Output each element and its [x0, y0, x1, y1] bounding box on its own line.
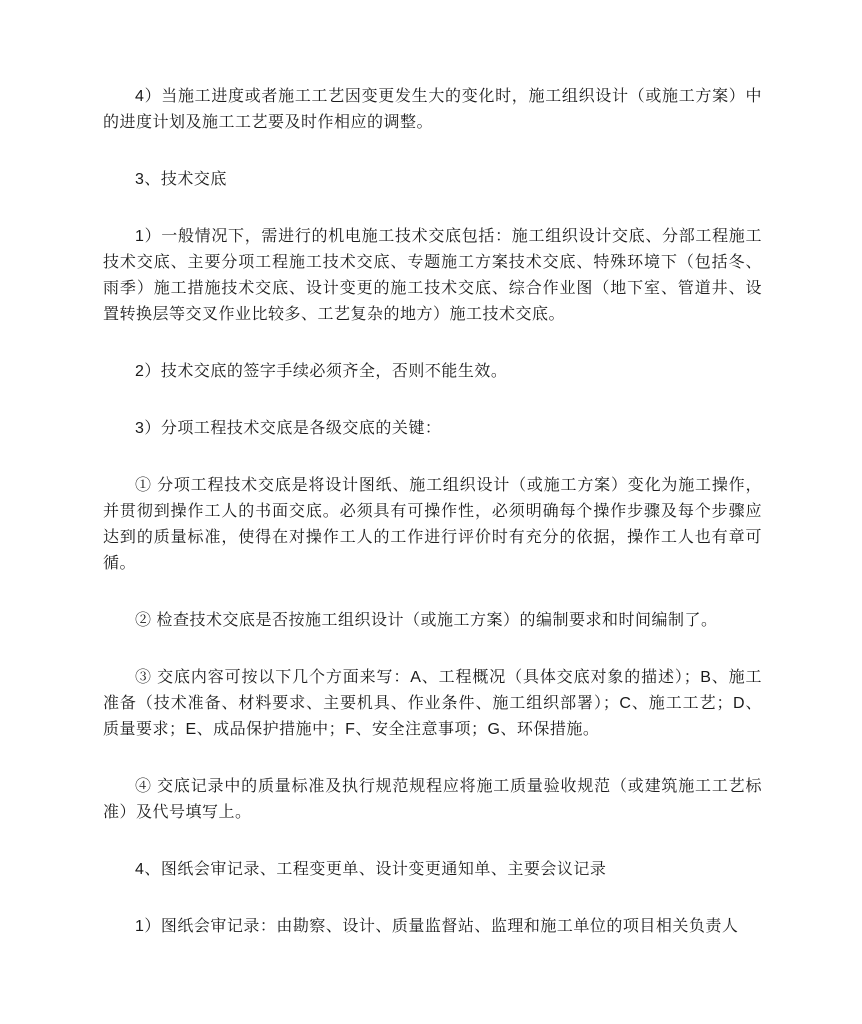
paragraph-3-subitem-disclosure-key: 3）分项工程技术交底是各级交底的关键： — [135, 420, 442, 437]
paragraph-1-disclosure-scope: 1）一般情况下，需进行的机电施工技术交底包括：施工组织设计交底、分部工程施工技术交底、主要分项工程施工技术交底、专题施工方案技术交底、特殊环境下（包括冬、雨季）施工措施技术交底、设计变更的施工技术交底、综合作业图（地下室、管道井、设置转换层等交叉作业比较多、工艺复杂的地方）施工技术交底。 — [103, 228, 762, 323]
paragraph-item-4-quality-standards: ④ 交底记录中的质量标准及执行规范规程应将施工质量验收规范（或建筑施工工艺标准）及代号填写上。 — [103, 778, 762, 821]
paragraph-2-signature-requirement: 2）技术交底的签字手续必须齐全，否则不能生效。 — [135, 363, 508, 380]
paragraph-4-schedule-adjustment: 4）当施工进度或者施工工艺因变更发生大的变化时，施工组织设计（或施工方案）中的进度计划及施工工艺要及时作相应的调整。 — [103, 88, 762, 131]
paragraph-item-1-operability: ① 分项工程技术交底是将设计图纸、施工组织设计（或施工方案）变化为施工操作，并贯彻到操作工人的书面交底。必须具有可操作性，必须明确每个操作步骤及每个步骤应达到的质量标准，使得在对操作工人的工作进行评价时有充分的依据，操作工人也有章可循。 — [103, 477, 762, 572]
heading-3-technical-disclosure: 3、技术交底 — [135, 171, 227, 188]
heading-4-drawing-review-records: 4、图纸会审记录、工程变更单、设计变更通知单、主要会议记录 — [135, 861, 607, 878]
paragraph-1-drawing-review-responsibles: 1）图纸会审记录：由勘察、设计、质量监督站、监理和施工单位的项目相关负责人 — [135, 918, 739, 935]
paragraph-item-2-compilation-check: ② 检查技术交底是否按施工组织设计（或施工方案）的编制要求和时间编制了。 — [135, 612, 718, 629]
paragraph-item-3-content-outline: ③ 交底内容可按以下几个方面来写：A、工程概况（具体交底对象的描述）；B、施工准备（技术准备、材料要求、主要机具、作业条件、施工组织部署）；C、施工工艺；D、质量要求；E、成品保护措施中；F、安全注意事项；G、环保措施。 — [103, 669, 762, 738]
